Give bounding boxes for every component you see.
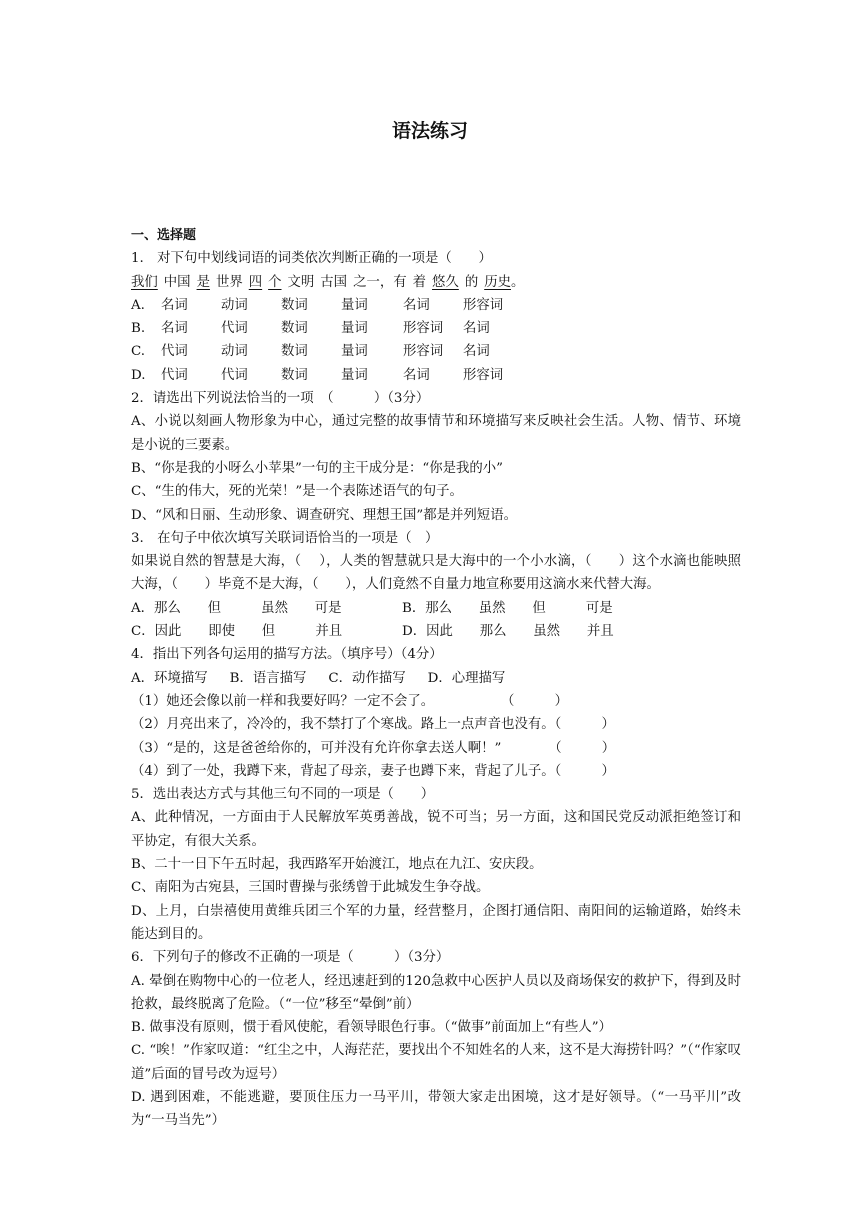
sentence-word: 古国	[320, 274, 348, 290]
question-2-option-a: A、小说以刻画人物形象为中心，通过完整的故事情节和环境描写来反映社会生活。人物、情节、环境是小说的三要素。	[131, 414, 741, 453]
question-2-stem: 2．请选出下列说法恰当的一项 （ ）（3分）	[131, 391, 430, 407]
underlined-word: 悠久	[432, 274, 459, 290]
question-6-option-a: A. 晕倒在购物中心的一位老人，经迅速赶到的120急救中心医护人员以及商场保安的救护下，得到及时抢救，最终脱离了危险。（“一位”移至“晕倒”前）	[131, 973, 741, 1012]
underlined-word: 四	[248, 274, 263, 290]
question-5-stem: 5．选出表达方式与其他三句不同的一项是（ ）	[131, 787, 435, 803]
question-3-options-row-2	[131, 620, 741, 643]
question-3-option-d: D．因此 那么 虽然 并且	[402, 624, 614, 640]
option-part-of-speech: 量词	[341, 321, 368, 337]
option-part-of-speech: 名词	[403, 367, 430, 383]
option-part-of-speech: 代词	[161, 367, 188, 383]
underlined-word: 历史	[484, 274, 511, 290]
option-part-of-speech: 名词	[463, 344, 490, 360]
question-6-option-c: C. “唉！”作家叹道：“红尘之中，人海茫茫，要找出个不知姓名的人来，这不是大海捞针吗？”（“作家叹道”后面的冒号改为逗号）	[131, 1043, 741, 1082]
question-3-passage: 如果说自然的智慧是大海，（ ），人类的智慧就只是大海中的一个小水滴，（ ）这个水滴也能映照大海，（ ）毕竟不是大海，（ ），人们竟然不自量力地宣称要用这滴水来代替大海。	[131, 554, 741, 593]
question-4-options	[131, 667, 741, 690]
question-2-option-b: B、“你是我的小呀么小苹果”一句的主干成分是：“你是我的小”	[131, 460, 503, 476]
sentence-word: 的	[464, 274, 479, 290]
option-part-of-speech: 量词	[341, 344, 368, 360]
option-part-of-speech: 量词	[341, 367, 368, 383]
question-1-option-row	[131, 364, 741, 387]
question-6-option-b: B. 做事没有原则，惯于看风使舵，看领导眼色行事。（“做事”前面加上“有些人”）	[131, 1020, 612, 1036]
option-part-of-speech: 形容词	[403, 344, 444, 360]
question-4-item-2: （2）月亮出来了，冷冷的，我不禁打了个寒战。路上一点声音也没有。（ ）	[131, 717, 615, 733]
question-4-option-c: C．动作描写	[328, 670, 406, 686]
sentence-word: 之一，有	[353, 274, 407, 290]
question-3-option-c: C．因此 即使 但 并且	[131, 624, 343, 640]
option-letter: A.	[131, 297, 145, 313]
option-letter: B.	[131, 321, 146, 337]
option-part-of-speech: 代词	[221, 367, 248, 383]
question-4-item-3: （3）“是的，这是爸爸给你的，可并没有允许你拿去送人啊！” （ ）	[131, 740, 616, 756]
sentence-word: 。	[510, 274, 525, 290]
question-4-item-1: （1）她还会像以前一样和我要好吗？一定不会了。 （ ）	[131, 693, 569, 709]
question-2-option-d: D、“风和日丽、生动形象、调查研究、理想王国”都是并列短语。	[131, 507, 517, 523]
sentence-word: 中国	[163, 274, 191, 290]
question-4-item-4: （4）到了一处，我蹲下来，背起了母亲，妻子也蹲下来，背起了儿子。（ ）	[131, 763, 615, 779]
option-part-of-speech: 名词	[161, 321, 188, 337]
question-5-option-b: B、二十一日下午五时起，我西路军开始渡江，地点在九江、安庆段。	[131, 857, 543, 873]
option-part-of-speech: 形容词	[463, 367, 504, 383]
question-4-option-b: B．语言描写	[229, 670, 307, 686]
question-3-stem: 3. 在句子中依次填写关联词语恰当的一项是（ ）	[131, 530, 439, 546]
option-part-of-speech: 数词	[281, 297, 308, 313]
question-4-stem: 4．指出下列各句运用的描写方法。（填序号）（4分）	[131, 647, 443, 663]
option-part-of-speech: 形容词	[463, 297, 504, 313]
question-4-option-d: D．心理描写	[427, 670, 506, 686]
option-part-of-speech: 代词	[161, 344, 188, 360]
question-5-option-d: D、上月，白崇禧使用黄维兵团三个军的力量，经营整月，企图打通信阳、南阳间的运输道路，始终未能达到目的。	[131, 903, 741, 942]
option-part-of-speech: 数词	[281, 367, 308, 383]
sentence-word: 着	[412, 274, 427, 290]
question-1-option-row	[131, 317, 741, 340]
option-part-of-speech: 动词	[221, 297, 248, 313]
option-part-of-speech: 形容词	[403, 321, 444, 337]
option-letter: D.	[131, 367, 146, 383]
question-6-option-d: D. 遇到困难，不能逃避，要顶住压力一马平川，带领大家走出困境，这才是好领导。（“一马平川”改为“一马当先”）	[131, 1089, 741, 1129]
sentence-word: 世界	[215, 274, 243, 290]
question-1-option-row	[131, 340, 741, 363]
option-letter: C.	[131, 344, 146, 360]
option-part-of-speech: 代词	[221, 321, 248, 337]
sentence-word: 文明	[287, 274, 315, 290]
question-4-option-a: A．环境描写	[131, 670, 208, 686]
underlined-word: 个	[268, 274, 282, 290]
option-part-of-speech: 名词	[463, 321, 490, 337]
question-3-option-b: B．那么 虽然 但 可是	[402, 600, 613, 616]
question-3-option-a: A．那么 但 虽然 可是	[131, 600, 342, 616]
option-part-of-speech: 名词	[161, 297, 188, 313]
option-part-of-speech: 数词	[281, 344, 308, 360]
question-6-stem: 6．下列句子的修改不正确的一项是（ ）（3分）	[131, 950, 450, 966]
underlined-word: 是	[196, 274, 210, 290]
option-part-of-speech: 数词	[281, 321, 308, 337]
question-1-option-row	[131, 294, 741, 317]
document-body	[131, 224, 741, 1133]
question-3-options-row-1	[131, 597, 741, 620]
underlined-word: 我们	[131, 274, 158, 290]
option-part-of-speech: 量词	[341, 297, 368, 313]
section-heading: 一、选择题	[131, 228, 197, 243]
question-1-options	[131, 294, 741, 387]
question-1-sentence	[131, 271, 741, 294]
option-part-of-speech: 动词	[221, 344, 248, 360]
question-5-option-c: C、南阳为古宛县，三国时曹操与张绣曾于此城发生争夺战。	[131, 880, 490, 896]
question-2-option-c: C、“生的伟大，死的光荣！”是一个表陈述语气的句子。	[131, 484, 463, 500]
question-1-stem: 1. 对下句中划线词语的词类依次判断正确的一项是（ ）	[131, 251, 492, 267]
page-title: 语法练习	[391, 120, 468, 142]
option-part-of-speech: 名词	[403, 297, 430, 313]
question-5-option-a: A、此种情况，一方面由于人民解放军英勇善战，锐不可当；另一方面，这和国民党反动派拒绝签订和平协定，有很大关系。	[131, 810, 741, 849]
